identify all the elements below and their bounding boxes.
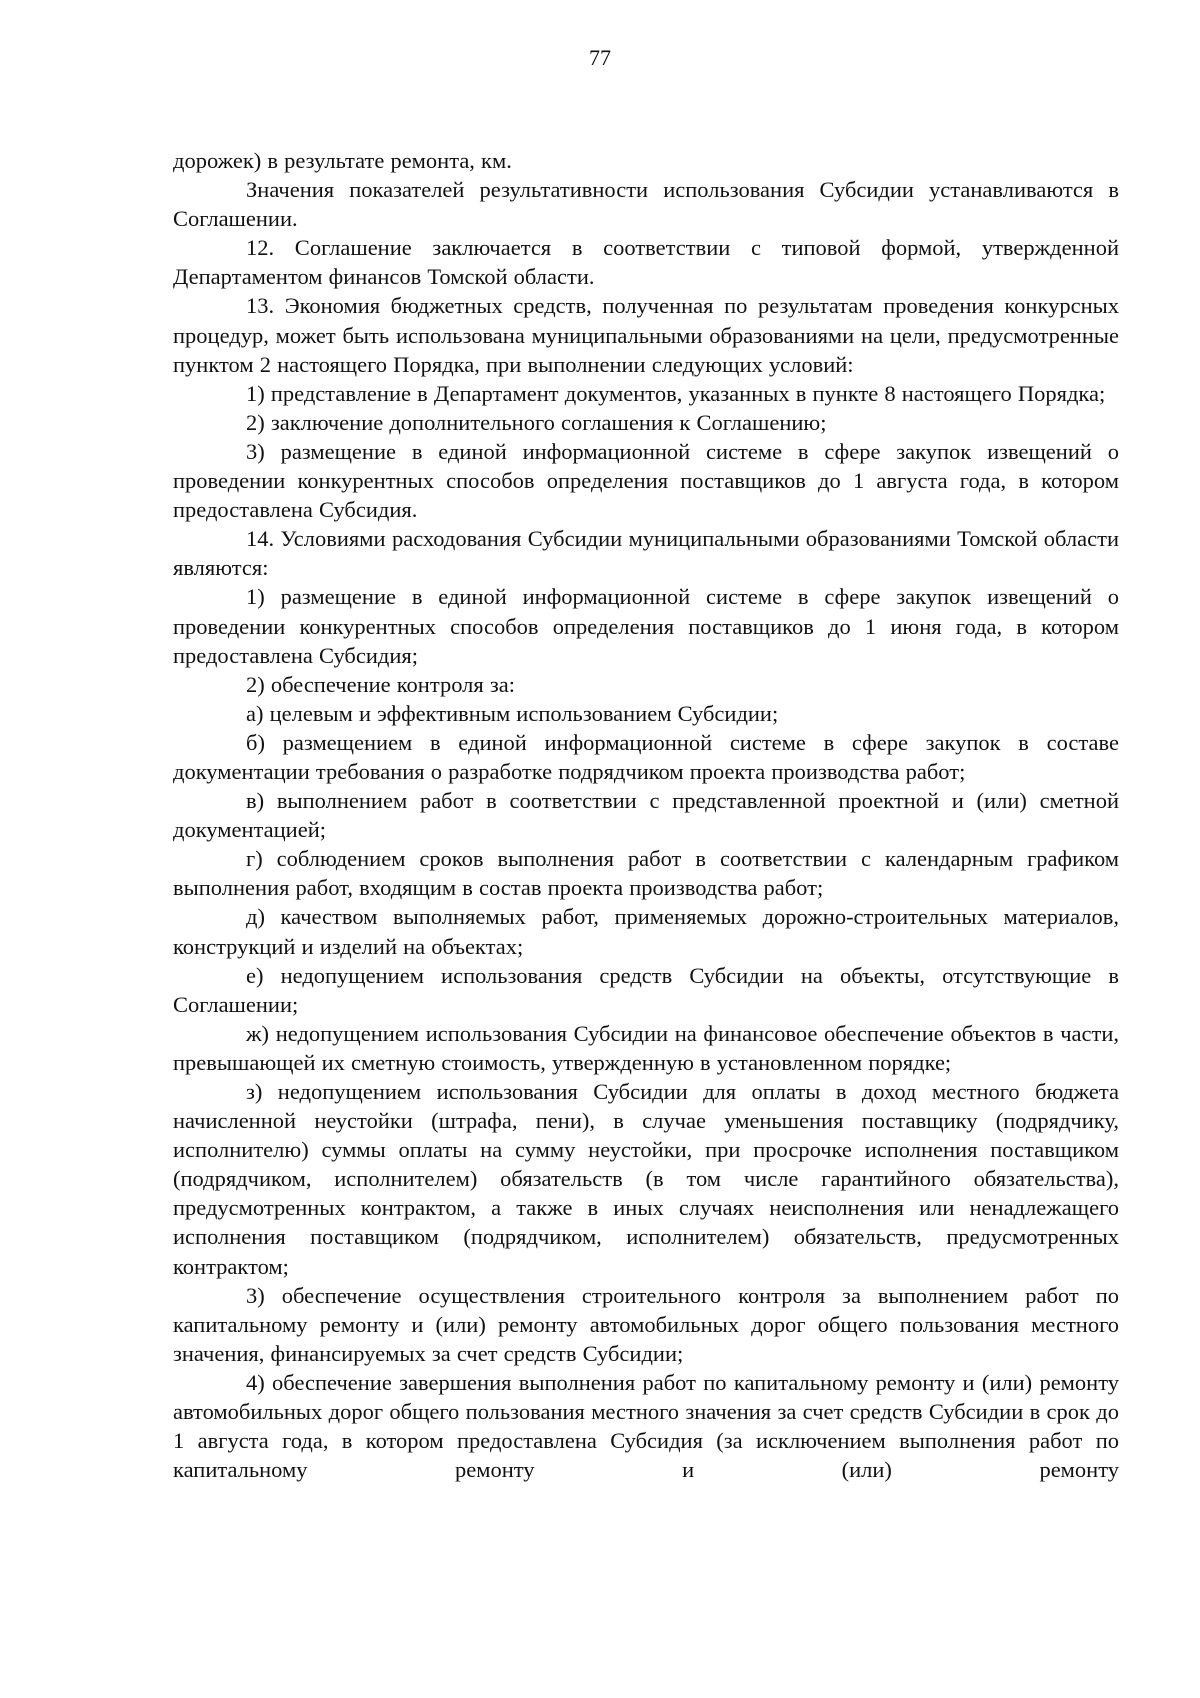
paragraph: 3) размещение в единой информационной системе в сфере закупок извещений о проведении конкурентных способов определения поставщиков до 1 августа года, в котором предоставлена Субсидия. [173,438,1119,523]
paragraph: 1) размещение в единой информационной системе в сфере закупок извещений о проведении конкурентных способов определения поставщиков до 1 июня года, в котором предоставлена Субсидия; [173,584,1119,668]
paragraph: з) недопущением использования Субсидии для оплаты в доход местного бюджета начисленной неустойки (штрафа, пени), в случае уменьшения поставщику (подрядчику, исполнителю) суммы оплаты на сумму неустойки, при просрочке исполнения поставщиком (подрядчиком, исполнителем) обязательств (в том числе гарантийного обязательства), предусмотренных контрактом, а также в иных случаях неисполнения или ненадлежащего исполнения поставщиком (подрядчиком, исполнителем) обязательств, предусмотренных контрактом; [173,1079,1119,1279]
paragraph: Значения показателей результативности использования Субсидии устанавливаются в Соглашении. [173,177,1119,232]
paragraph: 2) обеспечение контроля за: [246,671,515,697]
paragraph: 2) заключение дополнительного соглашения к Соглашению; [246,409,827,435]
paragraph: а) целевым и эффективным использованием Субсидии; [246,700,779,726]
paragraph: 13. Экономия бюджетных средств, полученная по результатам проведения конкурсных процедур, может быть использована муниципальными образованиями на цели, предусмотренные пунктом 2 настоящего Порядка, при выполнении следующих условий: [173,293,1119,377]
page-number: 77 [589,45,611,70]
paragraph: в) выполнением работ в соответствии с представленной проектной и (или) сметной документацией; [173,788,1119,843]
paragraph: 1) представление в Департамент документов, указанных в пункте 8 настоящего Порядка; [246,380,1106,406]
paragraph: ж) недопущением использования Субсидии на финансовое обеспечение объектов в части, превышающей их сметную стоимость, утвержденную в установленном порядке; [173,1020,1119,1075]
paragraph: дорожек) в результате ремонта, км. [173,148,512,173]
paragraph: б) размещением в единой информационной системе в сфере закупок в составе документации требования о разработке подрядчиком проекта производства работ; [173,729,1119,784]
document-body [173,146,1119,1484]
paragraph: 4) обеспечение завершения выполнения работ по капитальному ремонту и (или) ремонту автомобильных дорог общего пользования местного значения за счет средств Субсидии в срок до 1 августа года, в котором предоставлена Субсидия (за исключением выполнения работ по капитальному ремонту и (или) ремонту [173,1369,1119,1483]
paragraph: 12. Соглашение заключается в соответствии с типовой формой, утвержденной Департаментом финансов Томской области. [173,235,1119,290]
paragraph: 14. Условиями расходования Субсидии муниципальными образованиями Томской области являются: [173,526,1119,581]
paragraph: е) недопущением использования средств Субсидии на объекты, отсутствующие в Соглашении; [173,962,1119,1017]
paragraph: д) качеством выполняемых работ, применяемых дорожно-строительных материалов, конструкций и изделий на объектах; [173,904,1119,959]
paragraph: г) соблюдением сроков выполнения работ в соответствии с календарным графиком выполнения работ, входящим в состав проекта производства работ; [173,846,1119,901]
paragraph: 3) обеспечение осуществления строительного контроля за выполнением работ по капитальному ремонту и (или) ремонту автомобильных дорог общего пользования местного значения, финансируемых за счет средств Субсидии; [173,1282,1119,1366]
